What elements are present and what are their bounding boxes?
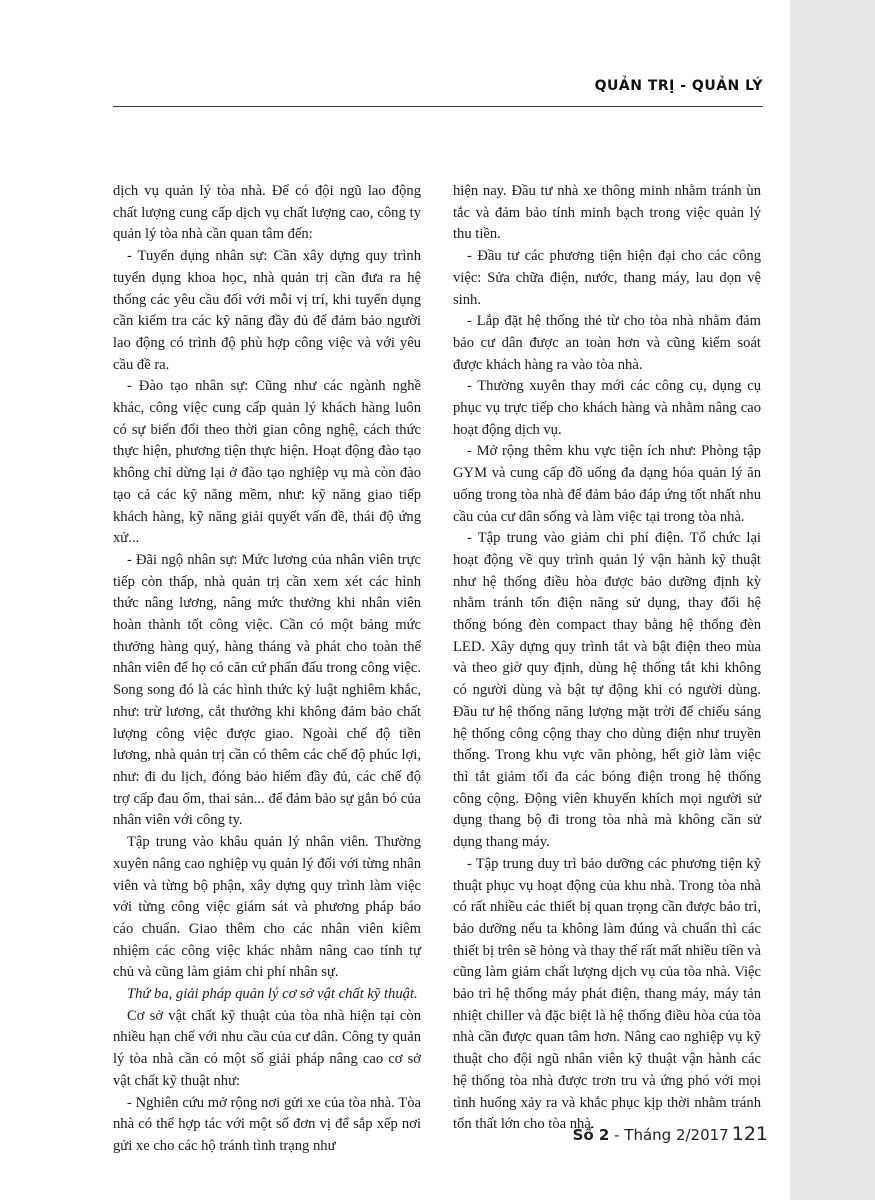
paragraph: - Mở rộng thêm khu vực tiện ích như: Phòng tập GYM và cung cấp đồ uống đa dạng hóa quản lý ăn uống trong tòa nhà để đảm bảo đáp ứng tốt nhất nhu cầu của cư dân sống và làm việc tại trong tòa nhà. [453,443,761,525]
paragraph: - Lắp đặt hệ thống thẻ từ cho tòa nhà nhằm đảm bảo cư dân được an toàn hơn và cũng kiểm soát được khách hàng ra vào tòa nhà. [453,313,761,373]
page-footer [520,1123,768,1145]
header-rule [113,106,763,107]
margin-band [790,0,875,1200]
paragraph: - Thường xuyên thay mới các công cụ, dụng cụ phục vụ trực tiếp cho khách hàng và nhằm nâng cao hoạt động dịch vụ. [453,378,761,438]
issue-label: Số 2 [572,1126,610,1144]
paragraph: - Tập trung vào giảm chi phí điện. Tổ chức lại hoạt động về quy trình quản lý vận hành kỹ thuật như hệ thống điều hòa được bảo dưỡng định kỳ nhằm tránh tốn điện năng sử dụng, thay đổi hệ thống bóng đèn compact thay bằng hệ thống đèn LED. Xây dựng quy trình tắt và bật điện theo mùa và theo giờ quy định, dùng hệ thống tắt khi không có người dùng và bật tự động khi có người dùng. Đầu tư hệ thống năng lượng mặt trời để chiếu sáng hệ thống công cộng thay cho dùng điện như truyền thống. Trong khu vực văn phòng, hết giờ làm việc thì tắt giảm tối đa các bóng điện trong hệ thống công cộng. Động viên khuyến khích mọi người sử dụng thang bộ đi trong tòa nhà mà không cần sử dụng thang máy. [453,530,761,851]
section-title: QUẢN TRỊ - QUẢN LÝ [594,78,763,94]
paragraph: Tập trung vào khâu quản lý nhân viên. Thường xuyên nâng cao nghiệp vụ quản lý đối với từng nhân viên và từng bộ phận, xây dựng quy trình làm việc với từng công việc giám sát và phương pháp báo cáo chuẩn. Giao thêm cho các nhân viên kiêm nhiệm các công việc khác nhằm nâng cao tính tự chủ và cũng làm giảm chi phí nhân sự. [113,834,421,981]
subheading: Thứ ba, giải pháp quản lý cơ sở vật chất kỹ thuật. [127,986,418,1003]
paragraph: - Nghiên cứu mở rộng nơi gửi xe của tòa nhà. Tòa nhà có thể hợp tác với một số đơn vị để sắp xếp nơi gửi xe cho các hộ tránh tình trạng như [113,1094,421,1154]
paragraph: - Đào tạo nhân sự: Cũng như các ngành nghề khác, công việc cung cấp quản lý khách hàng luôn có sự biến đổi theo thời gian công nghệ, cách thức thực hiện, phương tiện thực hiện. Hoạt động đào tạo không chỉ dừng lại ở đào tạo nghiệp vụ mà còn đào tạo cả các kỹ năng mềm, như: kỹ năng giao tiếp khách hàng, kỹ năng giải quyết vấn đề, thái độ ứng xử... [113,378,421,547]
paragraph: - Đãi ngộ nhân sự: Mức lương của nhân viên trực tiếp còn thấp, nhà quản trị cần xem xét các hình thức nâng lương, nâng mức thưởng khi nhân viên hoàn thành tốt công việc. Cần có một bảng mức thưởng hàng quý, hàng tháng và phát cho toàn thể nhân viên để họ có căn cứ phấn đấu trong công việc. Song song đó là các hình thức kỷ luật nghiêm khắc, như: trừ lương, cắt thưởng khi không đảm bảo chất lượng công việc được giao. Ngoài chế độ tiền lương, nhà quản trị cần có thêm các chế độ phúc lợi, như: đi du lịch, đóng bảo hiểm đầy đủ, các chế độ trợ cấp đau ốm, thai sản... để đảm bảo sự gắn bó của nhân viên với công ty. [113,551,421,829]
left-column [113,181,421,1158]
page-number: 121 [731,1123,768,1145]
issue-date: - Tháng 2/2017 [609,1126,729,1144]
right-column [453,181,761,1136]
paragraph: Cơ sở vật chất kỹ thuật của tòa nhà hiện tại còn nhiều hạn chế với nhu cầu của cư dân. Công ty quản lý tòa nhà cần có một số giải pháp nâng cao cơ sở vật chất kỹ thuật như: [113,1007,421,1089]
paragraph: - Đầu tư các phương tiện hiện đại cho các công việc: Sửa chữa điện, nước, thang máy, lau dọn vệ sinh. [453,248,761,308]
paragraph: dịch vụ quản lý tòa nhà. Để có đội ngũ lao động chất lượng cung cấp dịch vụ chất lượng cao, công ty quản lý tòa nhà cần quan tâm đến: [113,183,421,243]
paragraph: - Tuyển dụng nhân sự: Cần xây dựng quy trình tuyển dụng khoa học, nhà quản trị cần đưa ra hệ thống các yêu cầu đối với mỗi vị trí, khi tuyển dụng cần kiểm tra các kỹ năng đầy đủ để đảm bảo người lao động có trình độ phù hợp công việc và với yêu cầu đề ra. [113,248,421,373]
paragraph: hiện nay. Đầu tư nhà xe thông minh nhằm tránh ùn tắc và đảm bảo tính minh bạch trong việc quản lý thu tiền. [453,183,761,243]
paragraph: - Tập trung duy trì bảo dưỡng các phương tiện kỹ thuật phục vụ hoạt động của khu nhà. Trong tòa nhà có rất nhiều các thiết bị quan trọng cần được bảo trì, bảo dưỡng nếu ta không làm đúng và chuẩn thì các thiết bị trên sẽ hỏng và thay thế rất mất nhiều tiền và cũng làm giảm chất lượng dịch vụ của tòa nhà. Việc bảo trì hệ thống máy phát điện, thang máy, máy tản nhiệt chiller và đặc biệt là hệ thống điều hòa của tòa nhà cần được quan tâm hơn. Nâng cao nghiệp vụ kỹ thuật cho đội ngũ nhân viên kỹ thuật vận hành các hệ thống tòa nhà được trơn tru và ứng phó với mọi tình huống xảy ra và khắc phục kịp thời nhằm tránh tổn thất lớn cho tòa nhà. [453,855,761,1133]
